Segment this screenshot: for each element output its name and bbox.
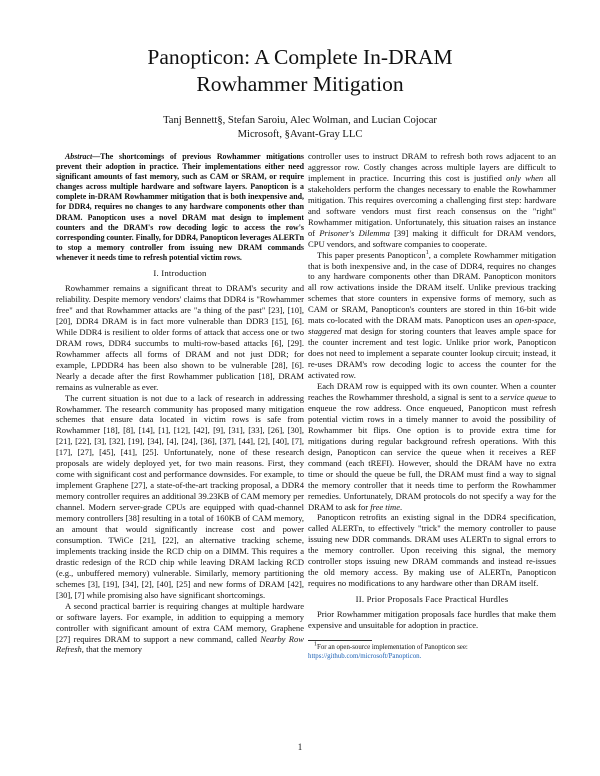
text-run: all stakeholders perform the changes necessary to enable the Rowhammer mitigation. This requires overcoming a challenging first step: hardware and software vendors must first reach consensus on the "right" Rowhammer mitigation. Unfortunately, this situation raises an instance of	[308, 172, 556, 238]
author-affiliations: Microsoft, §Avant-Gray LLC	[237, 129, 363, 140]
emphasis-text: only when	[506, 172, 544, 183]
intro-paragraph-6: Panopticon retrofits an existing signal in the DDR4 specification, called ALERTn, to effectively "trick" the memory controller to pause issuing new DDR commands. DRAM uses ALERTn to signal errors to the memory controller. Upon receiving this signal, the memory controller stops issuing new DRAM commands and instead re-issues the old memory access. By making use of ALERTn, Panopticon requires no modifications to any hardware other than DRAM itself.	[308, 512, 556, 589]
text-run: This paper presents Panopticon	[317, 249, 426, 260]
footnote-number: 1	[314, 641, 317, 648]
footnote	[308, 641, 556, 661]
intro-paragraph-4	[308, 250, 556, 381]
emphasis-text: free time	[370, 501, 401, 512]
text-run: mat design for storing counters that leaves ample space for the counter increment and test logic. Unlike prior work, Panopticon does not need to implement a separate counter lookup circuit; instead, it re-uses DRAM's row decoding logic to access the counter for the activated row.	[308, 326, 556, 381]
abstract-lead: Abstract	[65, 152, 93, 161]
text-run: to enqueue the row address. Once enqueued, Panopticon must refresh potential victim rows in a timely manner to avoid the possibility of Rowhammer bit flips. One option is to provide extra time for mitigations during regular background refresh operations. With this design, Panopticon can service the queue when it receives a REF command (each tREFI). However, should the DRAM have no extra time or should the queue be full, the DRAM must find a way to signal the memory controller that it needs time to perform the Rowhammer remedies. Unfortunately, DRAM protocols do not specify a way for the DRAM to ask for	[308, 391, 556, 512]
text-run: [39] making it difficult for DRAM vendors, CPU vendors, and software companies to cooperate.	[308, 227, 556, 249]
intro-paragraph-3-cont	[308, 151, 556, 250]
page-number: 1	[297, 742, 303, 752]
emphasis-text: service queue	[499, 391, 547, 402]
text-run: , that the memory	[81, 644, 143, 655]
left-column	[56, 152, 304, 655]
emphasis-text: open-space, staggered	[308, 315, 556, 337]
section-heading-prior-proposals: II. Prior Proposals Face Practical Hurdles	[355, 594, 509, 605]
abstract	[56, 152, 304, 263]
paper-title	[0, 44, 600, 98]
text-run: A second practical barrier is requiring changes at multiple hardware or software layers. For example, in addition to equipping a memory controller with significant amount of extra CAM memory, Graphene [27] requires DRAM to support a new command, called	[56, 600, 304, 644]
text-run: controller uses to instruct DRAM to refresh both rows adjacent to an aggressor row. Costly changes across multiple layers are difficult to implement in practice. Incurring this cost is justified	[308, 151, 556, 183]
footnote-link[interactable]: https://github.com/microsoft/Panopticon.	[308, 652, 422, 660]
section2-paragraph-1: Prior Rowhammer mitigation proposals face hurdles that make them expensive and unsuitable for adoption in practice.	[308, 609, 556, 631]
title-line-2: Rowhammer Mitigation	[196, 72, 404, 96]
text-run: .	[400, 501, 403, 512]
intro-paragraph-2: The current situation is not due to a lack of research in addressing Rowhammer. The research community has proposed many mitigation schemes that ensure data located in victim rows is safe from Rowhammer [18], [8], [14], [1], [12], [42], [9], [31], [33], [26], [30], [21], [22], [3], [32], [19], [34], [4], [24], [36], [37], [44], [2], [40], [7], [17], [27], [45], [41], [25]. Unfortunately, none of these research proposals are widely deployed yet, for two main reasons. First, they come with significant cost and performance downsides. For example, to implement Graphene [27], a state-of-the-art tracking proposal, a DDR4 memory controller requires an additional 39.23KB of CAM memory per channel. Modern server-grade CPUs are equipped with quad-channel memory controllers [38] resulting in a total of 160KB of CAM memory, an amount that would significantly increase cost and power consumption. TWiCe [21], [22], an alternative tracking scheme, implements tracking inside the RCD chip on a DIMM. This requires a drastic redesign of the RCD chip while leaving DRAM lacking RCD (e.g., unbuffered memory) vulnerable. Similarly, memory partitioning schemes [3], [19], [34], [2], [40], [25] and new forms of DRAM [42], [30], [7] while promising also have significant shortcomings.	[56, 392, 304, 600]
abstract-text: —The shortcomings of previous Rowhammer mitigations prevent their adoption in practice. Their implementations either need significant amounts of fast memory, such as CAM or SRAM, or require changes across multiple hardware and software layers. Panopticon is a complete in-DRAM Rowhammer mitigation that is both inexpensive and, for DDR4, requires no changes to any hardware components other than DRAM. Panopticon uses a novel DRAM mat design to implement counters and the DRAM's row decoding logic to access the row's corresponding counter. Finally, for DDR4, Panopticon leverages ALERTn to stop a memory controller from issuing new DRAM commands whenever it needs time to refresh potential victim rows.	[56, 152, 304, 262]
text-run: , a complete Rowhammer mitigation that is both inexpensive and, in the case of DDR4, requires no changes to any hardware components other than DRAM. Panopticon monitors all row activations inside the DRAM itself. Unlike previous tracking schemes that store counters in expensive forms of memory, such as CAM or SRAM, Panopticon's counters are stored in thin 16-bit wide mats co-located with the DRAM mats. Panopticon uses an	[308, 249, 556, 326]
intro-paragraph-1: Rowhammer remains a significant threat to DRAM's security and reliability. Despite memory vendors' claims that DDR4 is "Rowhammer free" and that Rowhammer attacks are "a thing of the past" [23], [10], [20], DDR4 DRAM is in fact more vulnerable than DDR3 [15], [6]. While DDR4 is resilient to older forms of attack that access one or two DRAM rows, DDR4 succumbs to multi-row-based attacks [6], [29]. Rowhammer affects all forms of DRAM and not just DDR; for example, LPDDR4 has been also shown to be vulnerable [28], [6]. Nearly a decade after the first Rowhammer publication [18], DRAM remains as vulnerable as ever.	[56, 283, 304, 392]
author-block	[0, 114, 600, 142]
footnote-divider	[308, 640, 372, 641]
right-column	[308, 151, 556, 661]
emphasis-text: Prisoner's Dilemma	[319, 227, 390, 238]
emphasis-text: Nearby Row Refresh	[56, 633, 304, 655]
footnote-text: For an open-source implementation of Panopticon see:	[317, 644, 468, 652]
intro-paragraph-5	[308, 381, 556, 512]
title-line-1: Panopticon: A Complete In-DRAM	[147, 45, 453, 69]
text-run: Each DRAM row is equipped with its own counter. When a counter reaches the Rowhammer threshold, a signal is sent to a	[308, 381, 556, 402]
footnote-marker: 1	[425, 249, 429, 256]
intro-paragraph-3	[56, 601, 304, 656]
author-names: Tanj Bennett§, Stefan Saroiu, Alec Wolman, and Lucian Cojocar	[163, 115, 437, 126]
section-heading-introduction: I. Introduction	[153, 268, 207, 279]
